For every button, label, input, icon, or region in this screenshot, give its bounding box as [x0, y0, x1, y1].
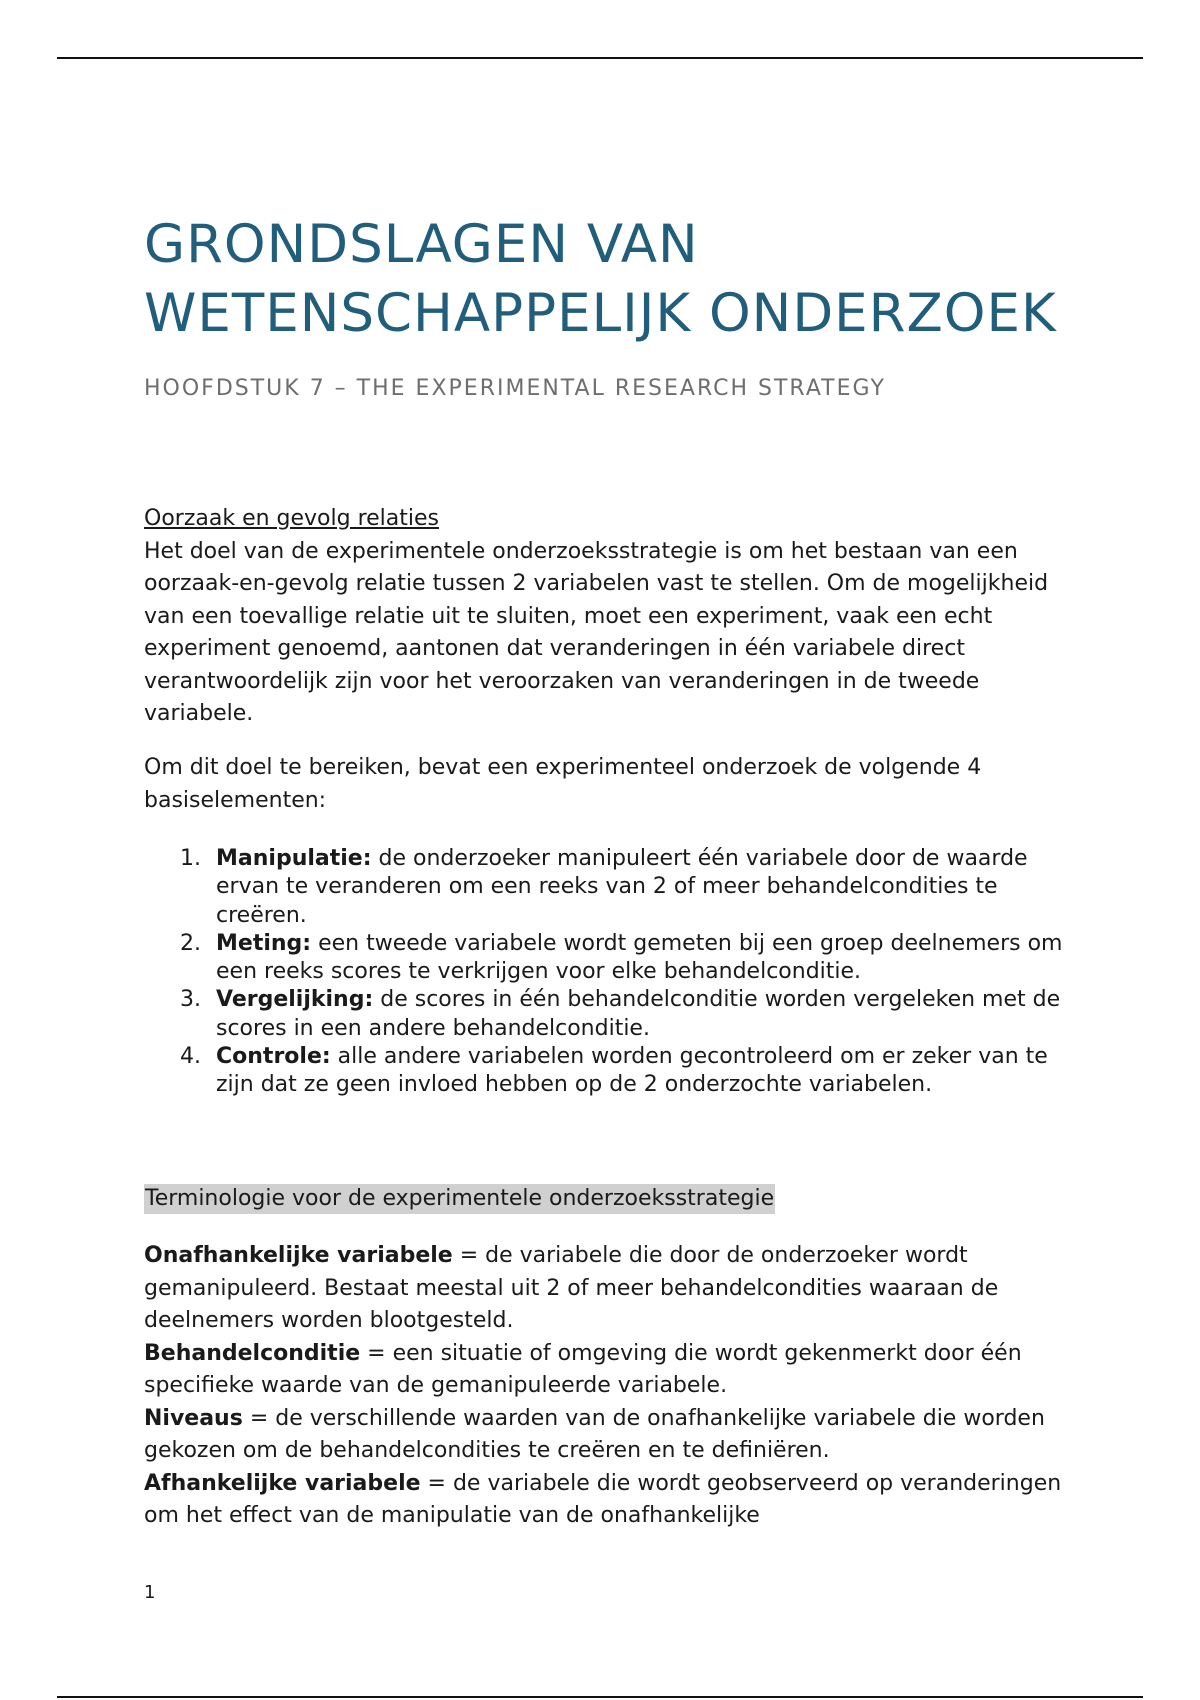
section-heading: Oorzaak en gevolg relaties — [144, 506, 440, 531]
definition — [144, 1338, 1064, 1403]
page-number: 1 — [144, 1582, 156, 1603]
definition-term: Niveaus — [144, 1405, 243, 1431]
definition — [144, 1240, 1064, 1338]
list-term: Meting: — [216, 930, 312, 956]
definition-term: Onafhankelijke variabele — [144, 1243, 453, 1268]
list-number: 2. — [180, 930, 201, 956]
definition-text: = de variabele die wordt geobserveerd op veranderingen om het effect van de manipulatie van de onafhankelijke — [144, 1470, 1062, 1528]
footer-rule — [57, 1696, 1143, 1698]
list-number: 3. — [180, 987, 201, 1013]
list-item — [180, 930, 1064, 987]
list-number: 4. — [180, 1044, 201, 1070]
definition-term: Behandelconditie — [144, 1340, 361, 1366]
definition-text: = een situatie of omgeving die wordt gekenmerkt door één specifieke waarde van de gemanipuleerde variabele. — [144, 1340, 1022, 1398]
definition-text: = de verschillende waarden van de onafhankelijke variabele die worden gekozen om de behandelcondities te creëren en te definiëren. — [144, 1405, 1045, 1463]
section-cause-effect — [144, 503, 1064, 731]
list-text: alle andere variabelen worden gecontroleerd om er zeker van te zijn dat ze geen invloed hebben op de 2 onderzochte variabelen. — [216, 1044, 1048, 1098]
list-term: Manipulatie: — [216, 846, 372, 871]
list-text: de onderzoeker manipuleert één variabele door de waarde ervan te veranderen om een reeks van 2 of meer behandelcondities te creëren. — [216, 846, 1028, 928]
list-item — [180, 986, 1064, 1043]
list-text: de scores in één behandelconditie worden vergeleken met de scores in een andere behandelconditie. — [216, 987, 1061, 1041]
list-item — [180, 845, 1064, 930]
terminology-heading: Terminologie voor de experimentele onderzoeksstrategie — [144, 1184, 775, 1214]
definition — [144, 1403, 1064, 1468]
definition-text: = de variabele die door de onderzoeker wordt gemanipuleerd. Bestaat meestal uit 2 of meer behandelcondities waaraan de deelnemers worden blootgesteld. — [144, 1243, 999, 1333]
document-subtitle: HOOFDSTUK 7 – THE EXPERIMENTAL RESEARCH STRATEGY — [144, 376, 886, 401]
list-number: 1. — [180, 846, 201, 871]
list-term: Vergelijking: — [216, 987, 374, 1013]
list-item — [180, 1043, 1064, 1100]
list-text: een tweede variabele wordt gemeten bij een groep deelnemers om een reeks scores te verkrijgen voor elke behandelconditie. — [216, 930, 1063, 985]
definition-term: Afhankelijke variabele — [144, 1470, 421, 1496]
basic-elements-list — [180, 845, 1064, 1100]
paragraph: Om dit doel te bereiken, bevat een experimenteel onderzoek de volgende 4 basiselementen: — [144, 755, 982, 813]
header-rule — [57, 57, 1143, 59]
definition — [144, 1468, 1064, 1533]
document-title: GRONDSLAGEN VAN WETENSCHAPPELIJK ONDERZOEK — [144, 214, 1057, 344]
terminology-definitions — [144, 1240, 1064, 1533]
paragraph: Het doel van de experimentele onderzoeksstrategie is om het bestaan van een oorzaak-en-gevolg relatie tussen 2 variabelen vast te stellen. Om de mogelijkheid van een toevallige relatie uit te sluiten, moet een experiment, vaak een echt experiment genoemd, aantonen dat veranderingen in één variabele direct verantwoordelijk zijn voor het veroorzaken van veranderingen in de tweede variabele. — [144, 538, 1049, 726]
list-term: Controle: — [216, 1044, 331, 1070]
